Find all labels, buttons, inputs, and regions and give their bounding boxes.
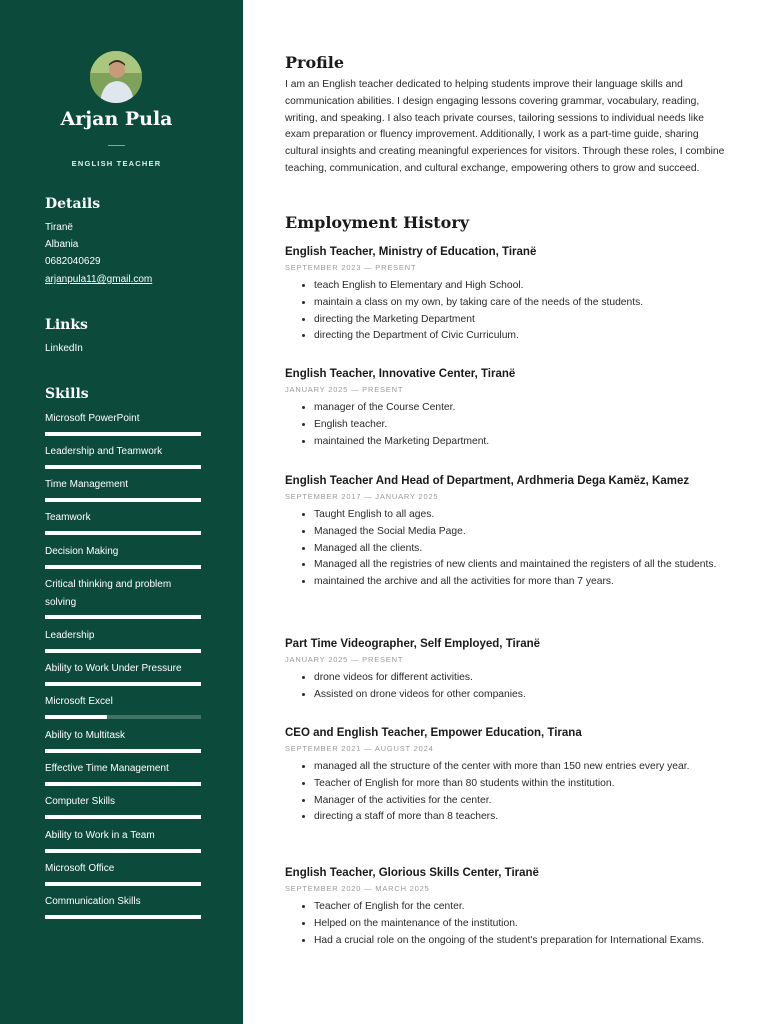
skill-bar <box>45 782 201 786</box>
avatar <box>90 51 142 103</box>
duty-item: • Had a crucial role on the ongoing of the student's preparation for International Exams. <box>314 933 725 950</box>
skill-label: Time Management <box>45 479 128 490</box>
skill-item <box>45 576 201 619</box>
duty-item: • drone videos for different activities. <box>314 670 725 687</box>
skill-level <box>45 815 201 819</box>
job-title: English Teacher, Innovative Center, Tiranë <box>285 368 516 380</box>
skill-level <box>45 749 201 753</box>
skill-level <box>45 915 201 919</box>
duty-item: • Managed all the clients. <box>314 541 725 558</box>
skill-item <box>45 793 201 819</box>
linkedin-link[interactable]: LinkedIn <box>45 343 83 354</box>
job-entry <box>285 725 725 826</box>
skill-level <box>45 565 201 569</box>
skill-level <box>45 615 201 619</box>
skill-item <box>45 760 201 786</box>
job-entry <box>285 366 725 450</box>
skill-item <box>45 476 201 502</box>
duty-item: • Teacher of English for the center. <box>314 899 725 916</box>
job-dates: SEPTEMBER 2020 — MARCH 2025 <box>285 884 430 893</box>
links-heading: Links <box>45 317 88 333</box>
duty-item: • directing the Marketing Department <box>314 312 725 329</box>
job-duties <box>285 507 725 591</box>
profile-summary: I am an English teacher dedicated to helping students improve their language skills and communication abilities. I design engaging lessons covering grammar, vocabulary, reading, writing, and speaking. I also teach private courses, tailoring sessions to individual needs like exam preparation or fluency improvement. Additionally, I work as a part-time guide, sharing cultural insights and creating meaningful experiences for visitors. Through these roles, I combine teaching, communication, and cultural exchange, empowering others to grow and succeed. <box>285 79 725 174</box>
skill-bar <box>45 882 201 886</box>
job-dates: SEPTEMBER 2021 — AUGUST 2024 <box>285 744 434 753</box>
job-title: English Teacher, Glorious Skills Center, Tiranë <box>285 867 539 879</box>
duty-item: • maintained the archive and all the activities for more than 7 years. <box>314 574 725 591</box>
detail-city: Tiranë <box>45 222 73 233</box>
skill-bar <box>45 749 201 753</box>
skill-label: Ability to Work in a Team <box>45 830 155 841</box>
job-duties <box>285 899 725 949</box>
skill-item <box>45 860 201 886</box>
duty-item: • manager of the Course Center. <box>314 400 725 417</box>
skill-bar <box>45 682 201 686</box>
duty-item: • maintain a class on my own, by taking care of the needs of the students. <box>314 295 725 312</box>
duty-item: • directing a staff of more than 8 teachers. <box>314 809 725 826</box>
skill-level <box>45 465 201 469</box>
skill-level <box>45 849 201 853</box>
job-dates: JANUARY 2025 — PRESENT <box>285 655 404 664</box>
duty-item: • Assisted on drone videos for other companies. <box>314 687 725 704</box>
job-entry <box>285 865 725 949</box>
skill-bar <box>45 615 201 619</box>
skill-label: Microsoft Excel <box>45 696 113 707</box>
skill-bar <box>45 565 201 569</box>
skill-bar <box>45 815 201 819</box>
email-link[interactable]: arjanpula11@gmail.com <box>45 274 153 285</box>
skill-level <box>45 432 201 436</box>
skill-level <box>45 682 201 686</box>
detail-country: Albania <box>45 239 79 250</box>
job-entry <box>285 473 725 591</box>
duty-item: • teach English to Elementary and High School. <box>314 278 725 295</box>
skill-level <box>45 715 107 719</box>
skill-label: Communication Skills <box>45 896 141 907</box>
skill-bar <box>45 498 201 502</box>
job-duties <box>285 759 725 826</box>
skill-label: Ability to Work Under Pressure <box>45 663 182 674</box>
duty-item: • English teacher. <box>314 417 725 434</box>
skill-item <box>45 627 201 653</box>
job-title: CEO and English Teacher, Empower Education, Tirana <box>285 727 582 739</box>
detail-phone: 0682040629 <box>45 256 101 267</box>
skill-level <box>45 782 201 786</box>
skill-level <box>45 498 201 502</box>
job-dates: SEPTEMBER 2023 — PRESENT <box>285 263 417 272</box>
duty-item: • Helped on the maintenance of the institution. <box>314 916 725 933</box>
employment-heading: Employment History <box>285 213 470 232</box>
duty-item: • Managed all the registries of new clients and maintained the registers of all the students. <box>314 557 725 574</box>
skill-item <box>45 410 201 436</box>
profile-photo <box>90 51 142 103</box>
skill-label: Ability to Multitask <box>45 730 126 741</box>
job-duties <box>285 400 725 450</box>
skill-label: Computer Skills <box>45 796 116 807</box>
skill-item <box>45 443 201 469</box>
duty-item: • Taught English to all ages. <box>314 507 725 524</box>
job-dates: JANUARY 2025 — PRESENT <box>285 385 404 394</box>
skill-bar <box>45 649 201 653</box>
job-entry <box>285 636 725 704</box>
skill-label: Microsoft PowerPoint <box>45 413 140 424</box>
skill-label: Leadership and Teamwork <box>45 446 163 457</box>
duty-item: • Teacher of English for more than 80 students within the institution. <box>314 776 725 793</box>
skill-bar <box>45 715 201 719</box>
duty-item: • maintained the Marketing Department. <box>314 434 725 451</box>
skill-bar <box>45 849 201 853</box>
skill-level <box>45 882 201 886</box>
person-name: Arjan Pula <box>60 108 173 130</box>
job-duties <box>285 278 725 345</box>
skill-item <box>45 543 201 569</box>
skill-label: Microsoft Office <box>45 863 115 874</box>
job-title: Part Time Videographer, Self Employed, Tiranë <box>285 638 541 650</box>
duty-item: • managed all the structure of the center with more than 150 new entries every year. <box>314 759 725 776</box>
skill-item <box>45 660 201 686</box>
job-title: English Teacher, Ministry of Education, Tiranë <box>285 246 537 258</box>
skill-label: Effective Time Management <box>45 763 169 774</box>
job-role: ENGLISH TEACHER <box>71 159 162 168</box>
skill-item <box>45 693 201 719</box>
job-entry <box>285 244 725 345</box>
duty-item: • directing the Department of Civic Curriculum. <box>314 328 725 345</box>
skill-label: Teamwork <box>45 512 91 523</box>
duty-item: • Manager of the activities for the center. <box>314 793 725 810</box>
skill-label: Critical thinking and problem solving <box>45 579 172 608</box>
skills-heading: Skills <box>45 386 89 402</box>
skill-bar <box>45 915 201 919</box>
sidebar <box>0 0 243 1024</box>
job-duties <box>285 670 725 704</box>
skill-label: Decision Making <box>45 546 119 557</box>
skill-item <box>45 827 201 853</box>
skill-label: Leadership <box>45 630 95 641</box>
duty-item: • Managed the Social Media Page. <box>314 524 725 541</box>
skill-bar <box>45 531 201 535</box>
details-heading: Details <box>45 196 101 212</box>
skill-item <box>45 727 201 753</box>
profile-heading: Profile <box>285 53 345 72</box>
job-title: English Teacher And Head of Department, Ardhmeria Dega Kamëz, Kamez <box>285 475 690 487</box>
skill-bar <box>45 432 201 436</box>
skill-item <box>45 893 201 919</box>
job-dates: SEPTEMBER 2017 — JANUARY 2025 <box>285 492 439 501</box>
skill-bar <box>45 465 201 469</box>
skill-level <box>45 531 201 535</box>
name-divider <box>108 145 125 146</box>
skill-item <box>45 509 201 535</box>
skill-level <box>45 649 201 653</box>
